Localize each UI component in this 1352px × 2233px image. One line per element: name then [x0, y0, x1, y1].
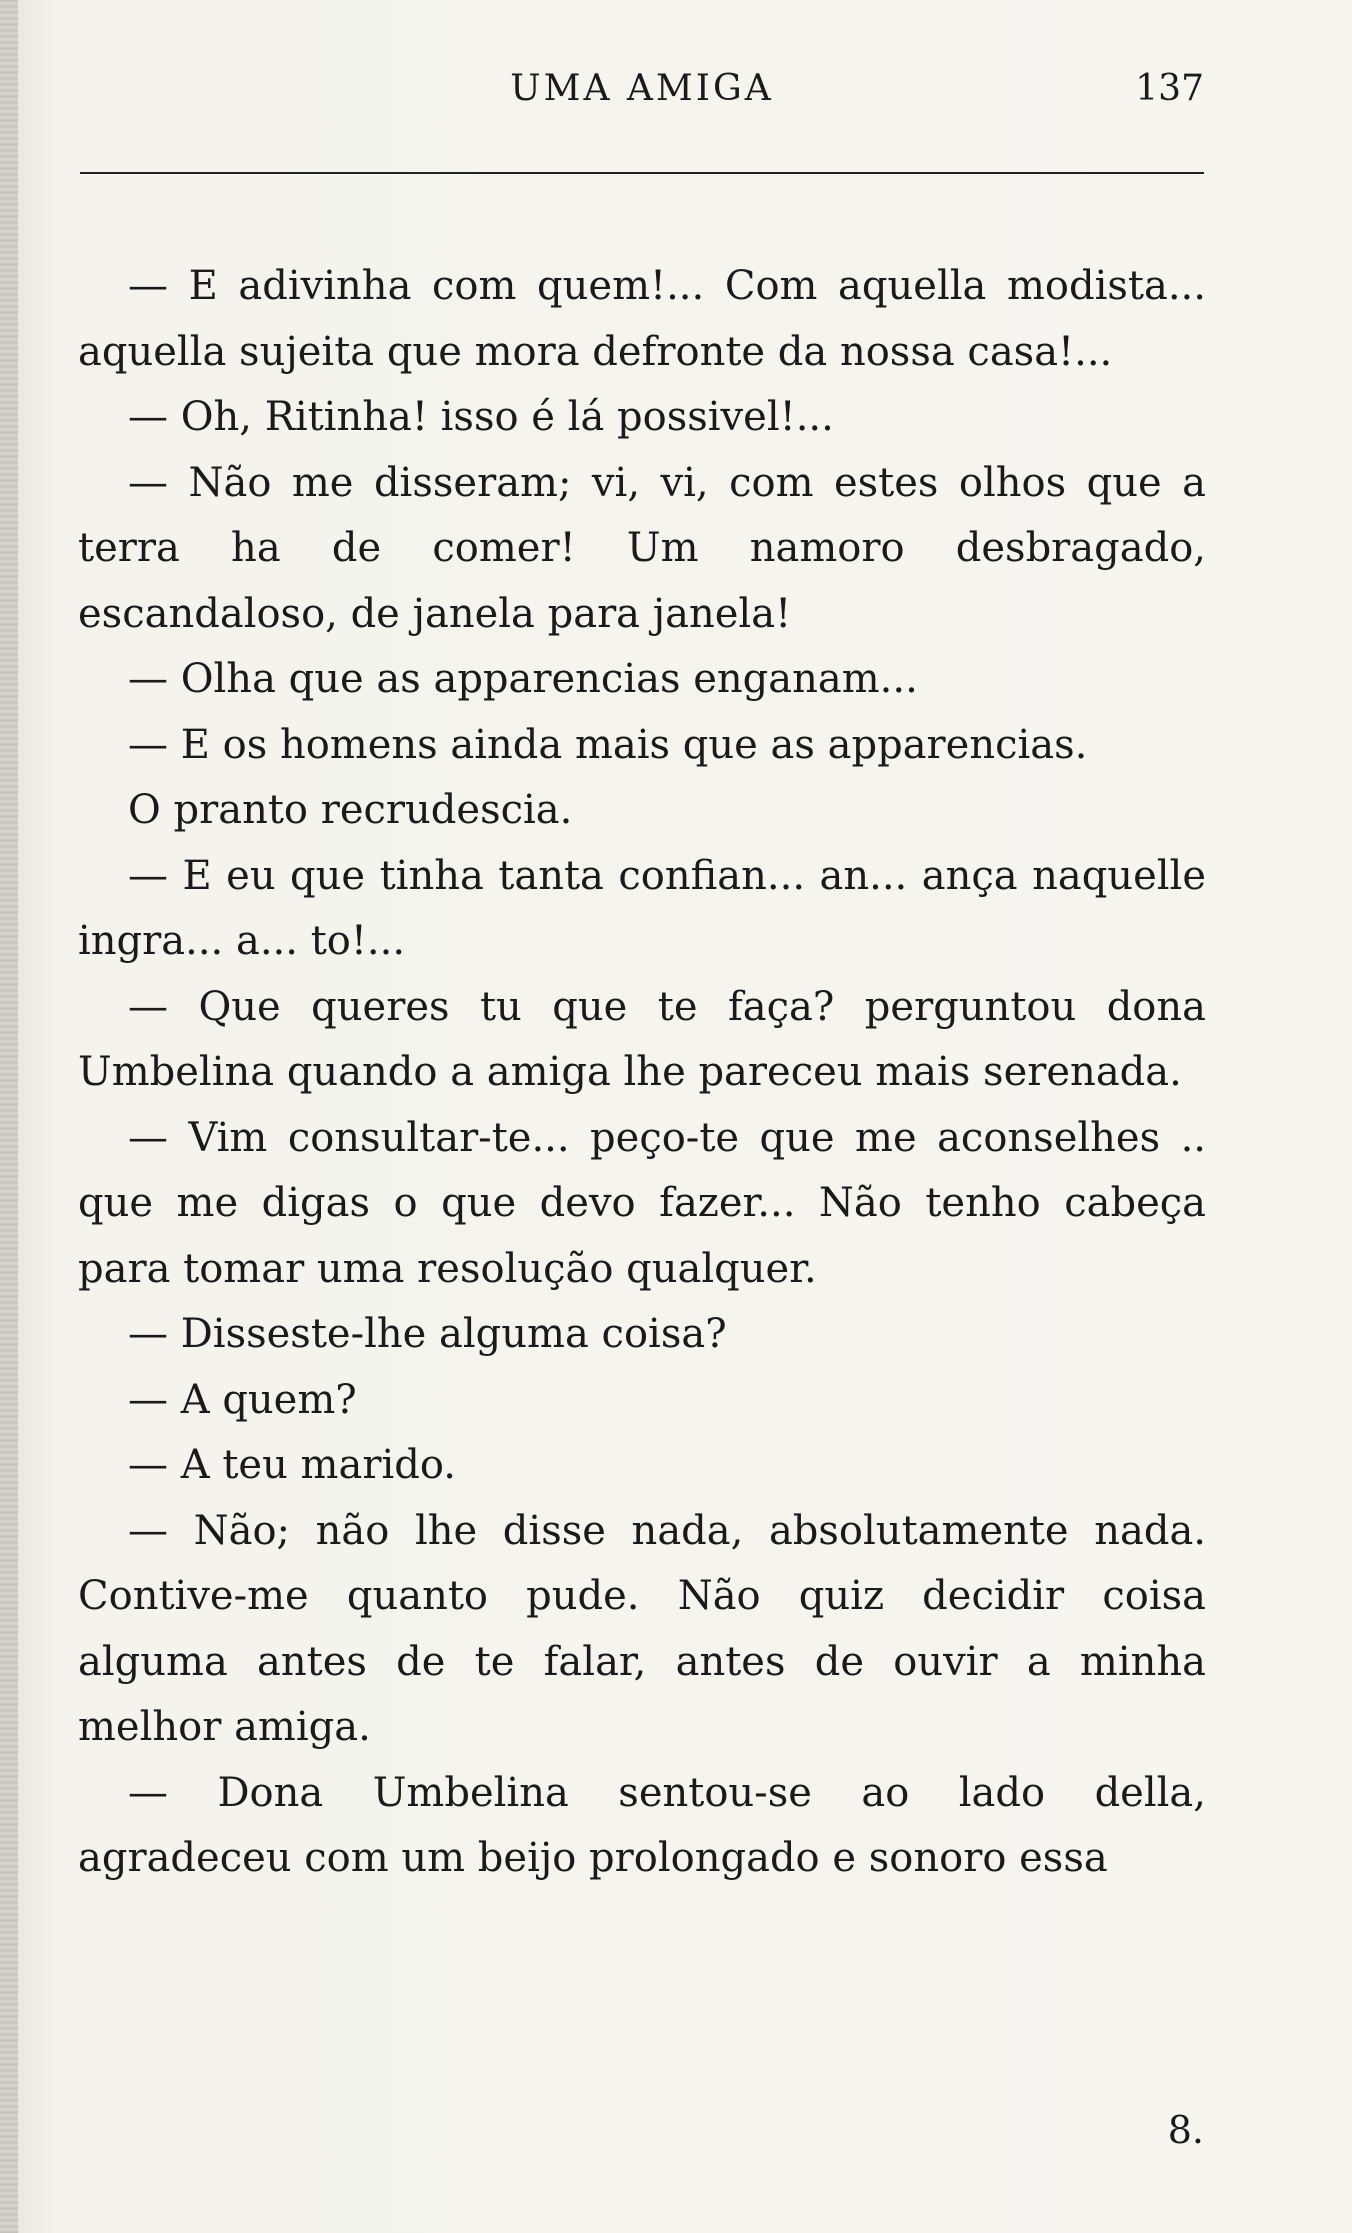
paragraph: O pranto recrudescia. — [128, 787, 573, 833]
paragraph: — Não me disseram; vi, vi, com estes olhos que a terra ha de comer! Um namoro desbragado, escandaloso, de janela para janela! — [78, 459, 1206, 637]
paragraph: — Dona Umbelina sentou-se ao lado della, agradeceu com um beijo prolongado e sonoro essa — [78, 1769, 1206, 1881]
running-title: UMA AMIGA — [510, 68, 774, 109]
paragraph: — E os homens ainda mais que as apparencias. — [128, 721, 1088, 768]
paragraph: — Disseste-lhe alguma coisa? — [128, 1311, 727, 1357]
page-number: 137 — [1135, 68, 1204, 109]
signature-mark: 8. — [1167, 2108, 1204, 2152]
paragraph: — Oh, Ritinha! isso é lá possivel!... — [128, 394, 834, 440]
paragraph: — E adivinha com quem!... Com aquella modista... aquella sujeita que mora defronte da nossa casa!... — [78, 263, 1206, 375]
paragraph: — Não; não lhe disse nada, absolutamente nada. Contive-me quanto pude. Não quiz decidir coisa alguma antes de te falar, antes de ouvir a minha melhor amiga. — [78, 1507, 1206, 1750]
paragraph: — A quem? — [128, 1376, 357, 1423]
paragraph: — E eu que tinha tanta confian... an... ança naquelle ingra... a... to!... — [78, 852, 1206, 964]
body-text — [78, 254, 1206, 1892]
paragraph: — Olha que as apparencias enganam... — [128, 656, 918, 702]
paragraph: — A teu marido. — [128, 1442, 456, 1488]
page-spine-shadow — [0, 0, 18, 2233]
running-header — [80, 68, 1204, 118]
paragraph: — Vim consultar-te... peço-te que me aconselhes .. que me digas o que devo fazer... Não tenho cabeça para tomar uma resolução qualquer. — [78, 1114, 1206, 1292]
paragraph: — Que queres tu que te faça? perguntou dona Umbelina quando a amiga lhe pareceu mais serenada. — [78, 983, 1206, 1095]
header-rule — [80, 172, 1204, 174]
